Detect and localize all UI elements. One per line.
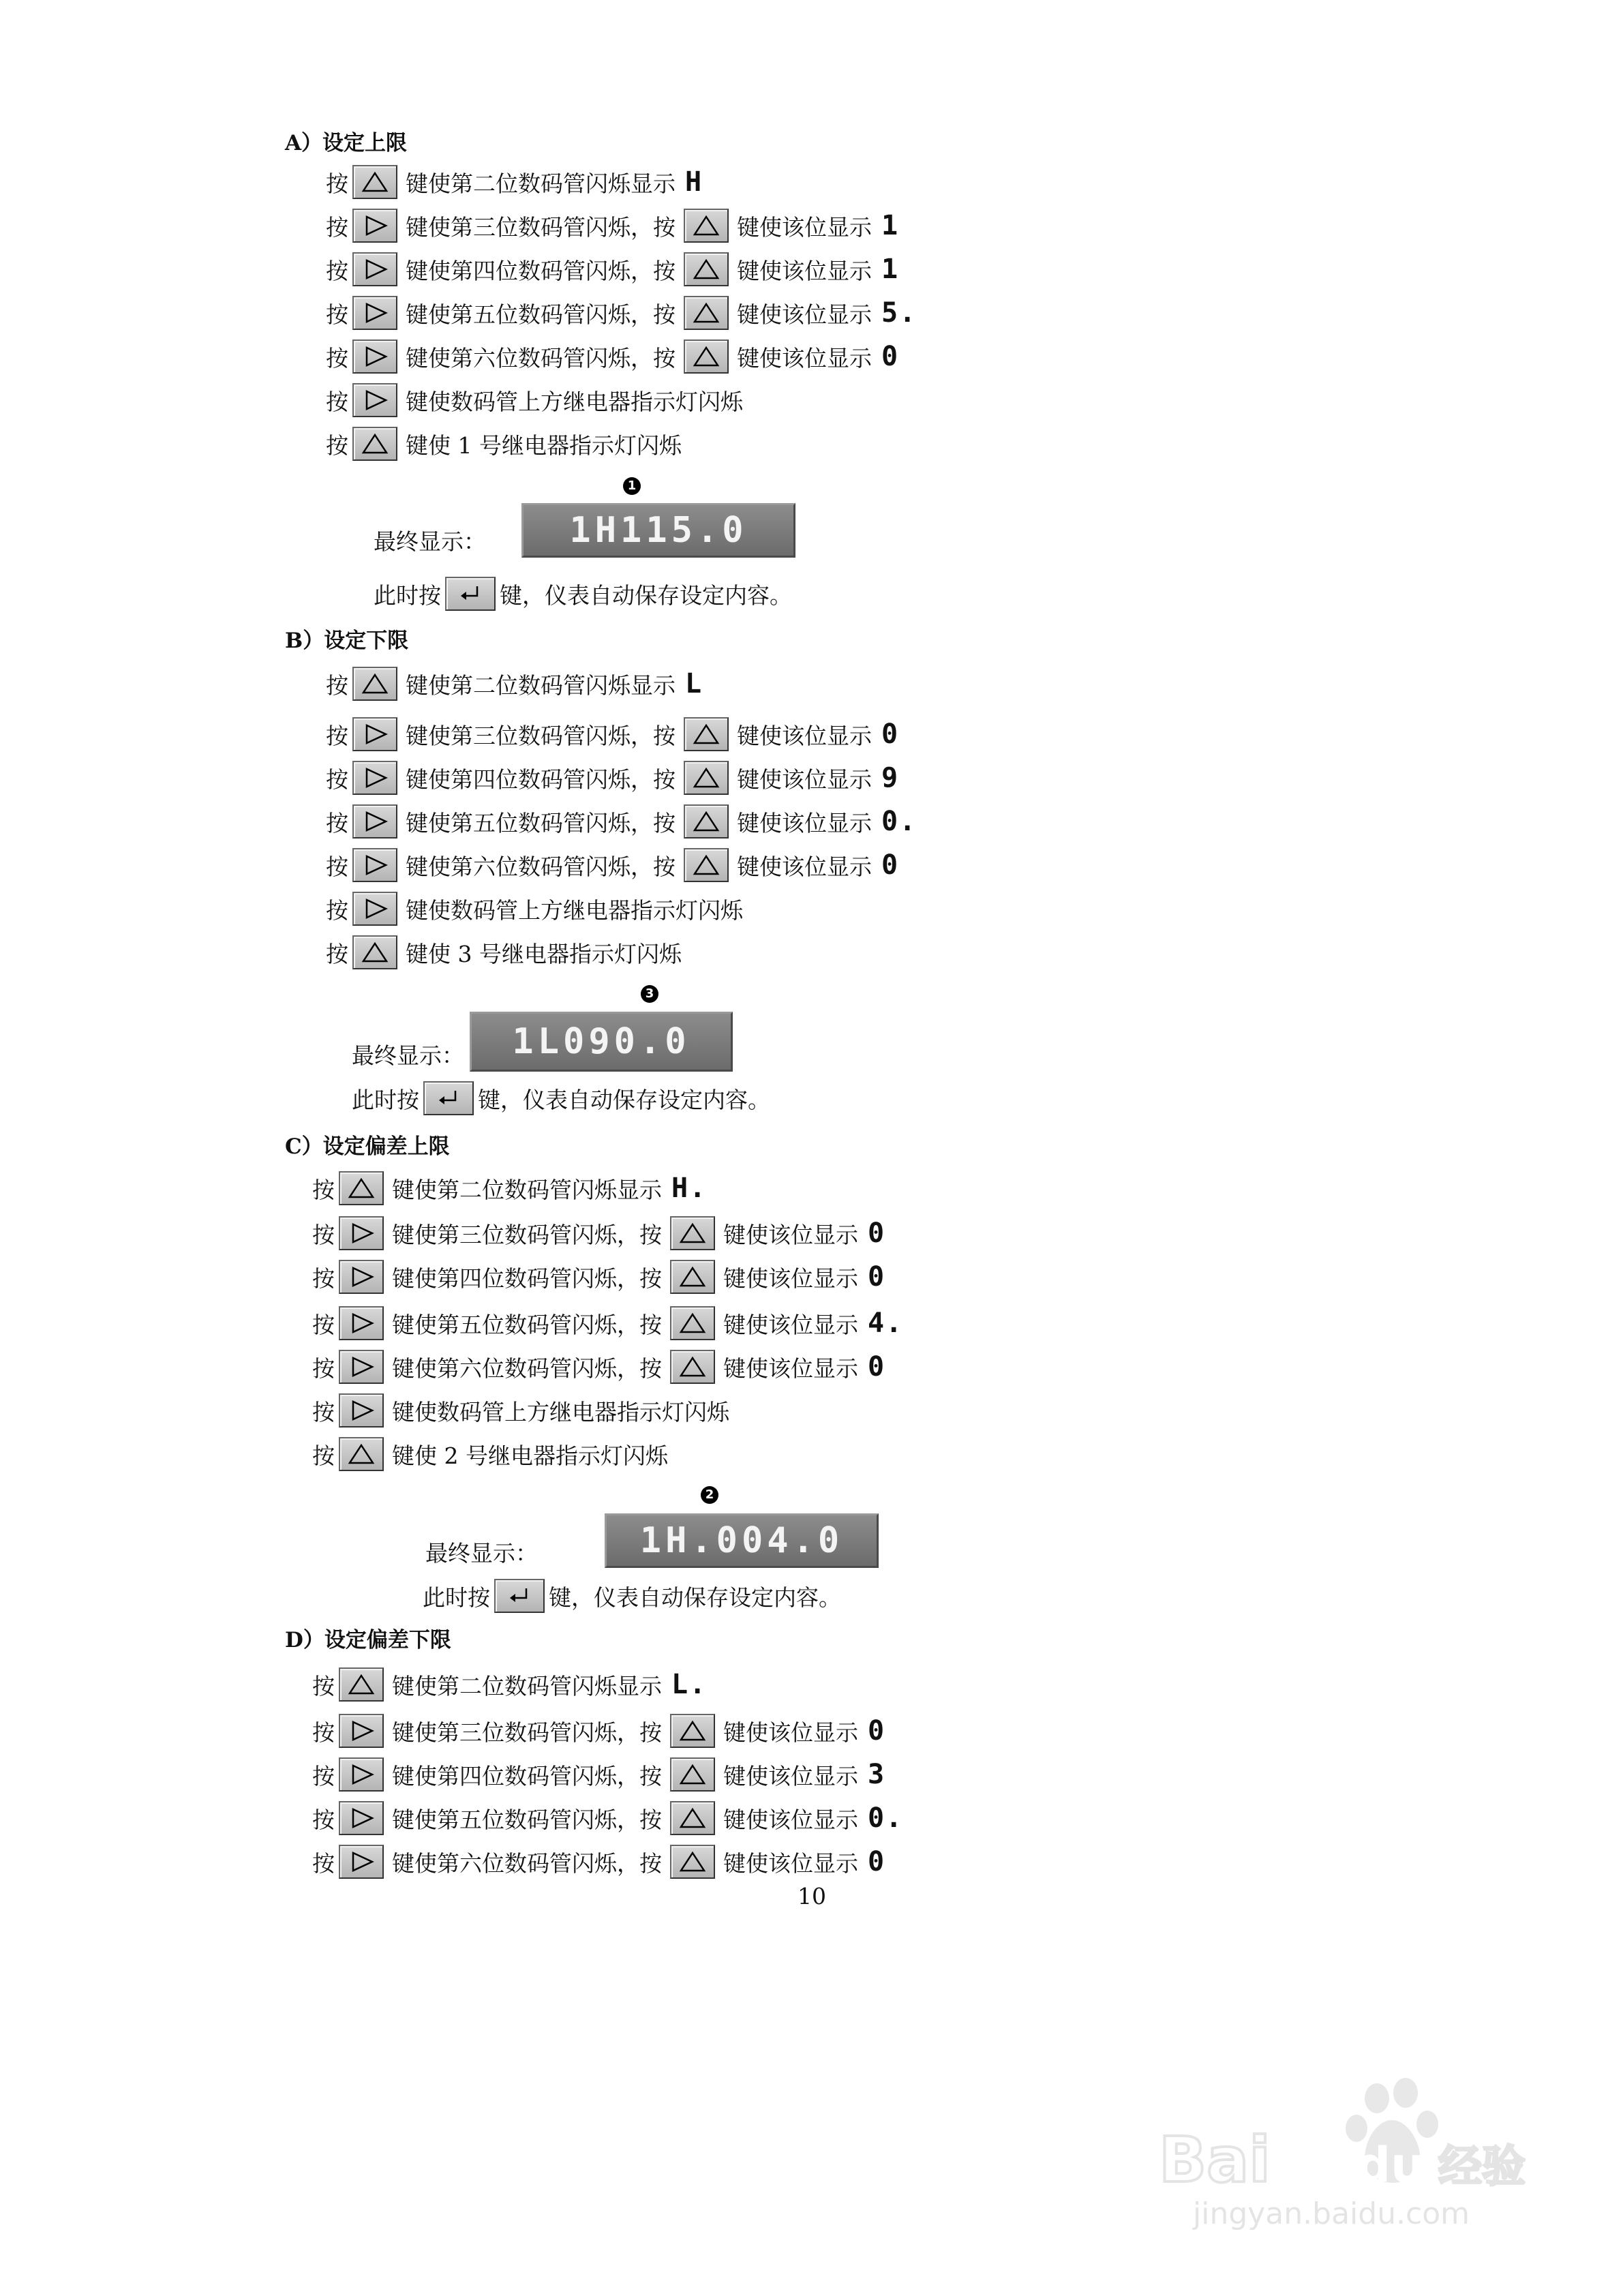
segment-digit: 1 — [881, 254, 900, 285]
instruction-row — [326, 161, 703, 203]
up-key[interactable] — [670, 1757, 715, 1792]
up-triangle-key-icon — [693, 766, 720, 789]
right-key[interactable] — [339, 1350, 384, 1384]
up-triangle-key-icon — [693, 345, 720, 368]
press-label: 按 — [312, 1221, 335, 1248]
instruction-row — [312, 1346, 885, 1388]
press-label: 按 — [312, 1806, 335, 1833]
right-triangle-key-icon — [348, 1222, 375, 1245]
right-triangle-key-icon — [348, 1265, 375, 1288]
instruction-row — [312, 1433, 672, 1475]
up-triangle-key-icon — [679, 1763, 706, 1786]
final-display-label: 最终显示： — [425, 1540, 538, 1567]
instruction-text: 键使第四位数码管闪烁，按 — [392, 1265, 662, 1292]
lcd-display — [470, 1012, 733, 1072]
instruction-row — [312, 1389, 733, 1432]
segment-digit: 0 — [868, 1218, 886, 1249]
final-display — [374, 503, 795, 558]
up-key[interactable] — [339, 1171, 384, 1205]
segment-digit: L — [685, 668, 703, 699]
instruction-text: 键使该位显示 — [737, 766, 872, 793]
instruction-text: 键使第二位数码管闪烁显示 — [392, 1672, 662, 1700]
segment-digit: 9 — [881, 762, 900, 794]
right-triangle-key-icon — [348, 1312, 375, 1335]
up-key[interactable] — [352, 165, 397, 199]
final-display-label: 最终显示： — [352, 1042, 464, 1069]
press-label: 按 — [312, 1265, 335, 1292]
enter-key-icon — [435, 1087, 462, 1110]
instruction-text: 键使数码管上方继电器指示灯闪烁 — [406, 388, 743, 415]
instruction-text: 键使该位显示 — [723, 1355, 858, 1382]
instruction-text: 键使 3 号继电器指示灯闪烁 — [406, 940, 682, 967]
enter-key[interactable] — [445, 577, 496, 611]
press-label: 按 — [326, 896, 348, 924]
up-triangle-key-icon — [693, 723, 720, 746]
lcd-readout: 1L090.0 — [512, 1021, 691, 1062]
right-triangle-key-icon — [348, 1399, 375, 1422]
up-key[interactable] — [684, 717, 729, 751]
press-label: 按 — [312, 1672, 335, 1700]
up-key[interactable] — [684, 296, 729, 330]
segment-digit: 1 — [881, 210, 900, 241]
save-text: 此时按 — [352, 1086, 419, 1113]
press-label: 按 — [326, 301, 348, 328]
instruction-row — [326, 292, 917, 334]
instruction-text: 键使第二位数码管闪烁显示 — [406, 671, 676, 699]
instruction-row — [326, 335, 899, 378]
instruction-text: 键使第二位数码管闪烁显示 — [406, 170, 676, 197]
right-triangle-key-icon — [348, 1763, 375, 1786]
segment-digit: L. — [671, 1669, 708, 1700]
instruction-text: 键使该位显示 — [723, 1719, 858, 1746]
up-triangle-key-icon — [361, 170, 389, 194]
right-triangle-key-icon — [361, 258, 389, 281]
lcd-readout: 1H.004.0 — [639, 1520, 844, 1561]
up-key[interactable] — [670, 1350, 715, 1384]
page-number: 10 — [798, 1883, 826, 1909]
instruction-text: 键使该位显示 — [723, 1762, 858, 1789]
right-triangle-key-icon — [348, 1807, 375, 1830]
up-key[interactable] — [670, 1845, 715, 1879]
svg-text:经验: 经验 — [1438, 2142, 1526, 2192]
instruction-row — [312, 1841, 885, 1883]
relay-marker: 1 — [623, 477, 641, 495]
up-triangle-key-icon — [679, 1355, 706, 1378]
up-triangle-key-icon — [693, 258, 720, 281]
right-triangle-key-icon — [361, 897, 389, 920]
up-key[interactable] — [352, 935, 397, 969]
save-text: 键，仪表自动保存设定内容。 — [549, 1584, 841, 1611]
instruction-text: 键使第六位数码管闪烁，按 — [392, 1355, 662, 1382]
segment-digit: 0 — [881, 849, 900, 881]
instruction-row — [312, 1663, 707, 1706]
save-text: 键，仪表自动保存设定内容。 — [478, 1086, 770, 1113]
segment-digit: 0. — [868, 1802, 904, 1834]
right-triangle-key-icon — [361, 766, 389, 789]
instruction-text: 键使该位显示 — [723, 1265, 858, 1292]
segment-digit: 0 — [868, 1261, 886, 1293]
up-key[interactable] — [684, 761, 729, 795]
right-triangle-key-icon — [361, 810, 389, 833]
up-key[interactable] — [684, 209, 729, 243]
press-label: 按 — [326, 388, 348, 415]
save-text: 键，仪表自动保存设定内容。 — [500, 581, 792, 609]
press-label: 按 — [326, 170, 348, 197]
press-label: 按 — [312, 1176, 335, 1203]
final-display — [425, 1513, 879, 1568]
segment-digit: 4. — [868, 1308, 904, 1339]
instruction-text: 键使该位显示 — [723, 1806, 858, 1833]
instruction-text: 键使第四位数码管闪烁，按 — [392, 1762, 662, 1789]
right-key[interactable] — [339, 1216, 384, 1250]
up-triangle-key-icon — [693, 854, 720, 877]
up-triangle-key-icon — [679, 1312, 706, 1335]
section-c-heading: C）设定偏差上限 — [285, 1134, 450, 1159]
instruction-text: 键使 2 号继电器指示灯闪烁 — [392, 1442, 668, 1469]
instruction-text: 键使该位显示 — [737, 853, 872, 880]
segment-digit: 0 — [868, 1715, 886, 1747]
lcd-readout: 1H115.0 — [569, 510, 748, 551]
up-triangle-key-icon — [679, 1222, 706, 1245]
relay-marker: 2 — [701, 1486, 718, 1504]
section-d-heading: D）设定偏差下限 — [285, 1628, 451, 1652]
right-triangle-key-icon — [348, 1850, 375, 1873]
instruction-text: 键使该位显示 — [737, 344, 872, 372]
up-key[interactable] — [352, 427, 397, 461]
up-key[interactable] — [670, 1306, 715, 1340]
instruction-row — [326, 757, 899, 799]
segment-digit: H. — [671, 1173, 708, 1204]
press-label: 按 — [312, 1442, 335, 1469]
segment-digit: 0 — [868, 1846, 886, 1877]
right-triangle-key-icon — [361, 301, 389, 324]
press-label: 按 — [326, 809, 348, 836]
lcd-display — [605, 1513, 879, 1568]
instruction-text: 键使第六位数码管闪烁，按 — [392, 1849, 662, 1877]
right-key[interactable] — [352, 209, 397, 243]
up-key[interactable] — [339, 1437, 384, 1471]
right-key[interactable] — [339, 1260, 384, 1294]
instruction-row — [326, 888, 747, 930]
up-key[interactable] — [352, 667, 397, 701]
instruction-row — [326, 423, 686, 465]
segment-digit: 0 — [881, 341, 900, 372]
up-triangle-key-icon — [693, 301, 720, 324]
right-key[interactable] — [352, 761, 397, 795]
right-key[interactable] — [352, 804, 397, 839]
final-display — [352, 1012, 733, 1072]
enter-key[interactable] — [494, 1579, 545, 1613]
press-label: 按 — [312, 1311, 335, 1338]
press-label: 按 — [326, 671, 348, 699]
enter-key-icon — [457, 582, 484, 605]
instruction-row — [326, 713, 899, 755]
instruction-text: 键使 1 号继电器指示灯闪烁 — [406, 432, 682, 459]
instruction-row — [326, 931, 686, 973]
up-triangle-key-icon — [679, 1719, 706, 1742]
up-triangle-key-icon — [679, 1265, 706, 1288]
up-key[interactable] — [670, 1260, 715, 1294]
instruction-row — [312, 1753, 885, 1796]
press-label: 按 — [326, 940, 348, 967]
svg-text:Bai: Bai — [1159, 2124, 1271, 2196]
instruction-row — [326, 248, 899, 290]
right-key[interactable] — [352, 848, 397, 882]
right-key[interactable] — [352, 296, 397, 330]
instruction-text: 键使第三位数码管闪烁，按 — [392, 1719, 662, 1746]
segment-digit: 0. — [881, 806, 917, 837]
press-label: 按 — [326, 213, 348, 241]
right-triangle-key-icon — [361, 214, 389, 237]
instruction-text: 键使该位显示 — [737, 722, 872, 749]
segment-digit: 3 — [868, 1759, 886, 1790]
instruction-text: 键使数码管上方继电器指示灯闪烁 — [392, 1398, 729, 1425]
right-key[interactable] — [352, 717, 397, 751]
instruction-text: 键使第五位数码管闪烁，按 — [406, 809, 676, 836]
up-triangle-key-icon — [361, 432, 389, 455]
segment-digit: 0 — [881, 719, 900, 750]
up-triangle-key-icon — [348, 1442, 375, 1466]
segment-digit: H — [685, 166, 703, 198]
instruction-text: 键使第五位数码管闪烁，按 — [392, 1806, 662, 1833]
up-triangle-key-icon — [679, 1807, 706, 1830]
baidu-jingyan-watermark — [1152, 2066, 1534, 2236]
segment-digit: 5. — [881, 297, 917, 329]
press-label: 按 — [326, 766, 348, 793]
segment-digit: 0 — [868, 1351, 886, 1383]
enter-key-icon — [506, 1584, 533, 1607]
save-instruction — [423, 1579, 841, 1613]
up-key[interactable] — [684, 804, 729, 839]
right-key[interactable] — [339, 1306, 384, 1340]
up-triangle-key-icon — [348, 1673, 375, 1696]
right-key[interactable] — [339, 1714, 384, 1748]
instruction-text: 键使该位显示 — [737, 301, 872, 328]
instruction-text: 键使第四位数码管闪烁，按 — [406, 257, 676, 284]
svg-text:jingyan.baidu.com: jingyan.baidu.com — [1193, 2196, 1470, 2231]
press-label: 按 — [312, 1719, 335, 1746]
instruction-text: 键使该位显示 — [737, 257, 872, 284]
final-display-label: 最终显示： — [374, 528, 486, 555]
instruction-text: 键使第三位数码管闪烁，按 — [406, 213, 676, 241]
right-triangle-key-icon — [361, 389, 389, 412]
svg-text:du: du — [1356, 2137, 1425, 2193]
save-instruction — [374, 577, 792, 611]
instruction-text: 键使第二位数码管闪烁显示 — [392, 1176, 662, 1203]
instruction-row — [312, 1256, 885, 1298]
instruction-row — [326, 800, 917, 843]
right-triangle-key-icon — [361, 723, 389, 746]
instruction-text: 键使第三位数码管闪烁，按 — [392, 1221, 662, 1248]
up-triangle-key-icon — [679, 1850, 706, 1873]
press-label: 按 — [312, 1355, 335, 1382]
right-key[interactable] — [352, 383, 397, 417]
up-key[interactable] — [684, 848, 729, 882]
instruction-row — [326, 205, 899, 247]
instruction-row — [326, 844, 899, 886]
up-triangle-key-icon — [361, 672, 389, 695]
right-key[interactable] — [339, 1757, 384, 1792]
press-label: 按 — [326, 853, 348, 880]
right-key[interactable] — [339, 1845, 384, 1879]
press-label: 按 — [326, 432, 348, 459]
right-key[interactable] — [339, 1801, 384, 1835]
press-label: 按 — [312, 1849, 335, 1877]
instruction-row — [312, 1302, 903, 1344]
up-triangle-key-icon — [348, 1177, 375, 1200]
press-label: 按 — [312, 1762, 335, 1789]
up-key[interactable] — [670, 1216, 715, 1250]
right-triangle-key-icon — [361, 345, 389, 368]
save-text: 此时按 — [423, 1584, 490, 1611]
instruction-text: 键使数码管上方继电器指示灯闪烁 — [406, 896, 743, 924]
enter-key[interactable] — [423, 1081, 474, 1115]
section-a-heading: A）设定上限 — [285, 131, 408, 155]
instruction-row — [326, 379, 747, 421]
instruction-row — [312, 1212, 885, 1254]
up-key[interactable] — [684, 339, 729, 374]
right-triangle-key-icon — [348, 1719, 375, 1742]
save-instruction — [352, 1081, 770, 1115]
up-key[interactable] — [339, 1667, 384, 1702]
instruction-row — [326, 663, 703, 705]
right-key[interactable] — [352, 252, 397, 286]
save-text: 此时按 — [374, 581, 441, 609]
up-key[interactable] — [684, 252, 729, 286]
instruction-text: 键使该位显示 — [723, 1849, 858, 1877]
up-key[interactable] — [670, 1714, 715, 1748]
up-triangle-key-icon — [361, 941, 389, 964]
instruction-text: 键使第五位数码管闪烁，按 — [406, 301, 676, 328]
up-triangle-key-icon — [693, 810, 720, 833]
instruction-text: 键使第六位数码管闪烁，按 — [406, 344, 676, 372]
up-key[interactable] — [670, 1801, 715, 1835]
right-key[interactable] — [339, 1393, 384, 1428]
instruction-text: 键使第六位数码管闪烁，按 — [406, 853, 676, 880]
right-triangle-key-icon — [348, 1355, 375, 1378]
press-label: 按 — [312, 1398, 335, 1425]
instruction-row — [312, 1797, 903, 1839]
press-label: 按 — [326, 344, 348, 372]
instruction-row — [312, 1710, 885, 1752]
instruction-row — [312, 1167, 707, 1209]
right-triangle-key-icon — [361, 854, 389, 877]
instruction-text: 键使第五位数码管闪烁，按 — [392, 1311, 662, 1338]
right-key[interactable] — [352, 892, 397, 926]
section-b-heading: B）设定下限 — [285, 629, 409, 653]
up-triangle-key-icon — [693, 214, 720, 237]
instruction-text: 键使第四位数码管闪烁，按 — [406, 766, 676, 793]
instruction-text: 键使该位显示 — [737, 809, 872, 836]
instruction-text: 键使该位显示 — [723, 1311, 858, 1338]
press-label: 按 — [326, 722, 348, 749]
instruction-text: 键使该位显示 — [723, 1221, 858, 1248]
relay-marker: 3 — [641, 985, 658, 1003]
instruction-text: 键使该位显示 — [737, 213, 872, 241]
right-key[interactable] — [352, 339, 397, 374]
press-label: 按 — [326, 257, 348, 284]
lcd-display — [521, 503, 795, 558]
instruction-text: 键使第三位数码管闪烁，按 — [406, 722, 676, 749]
